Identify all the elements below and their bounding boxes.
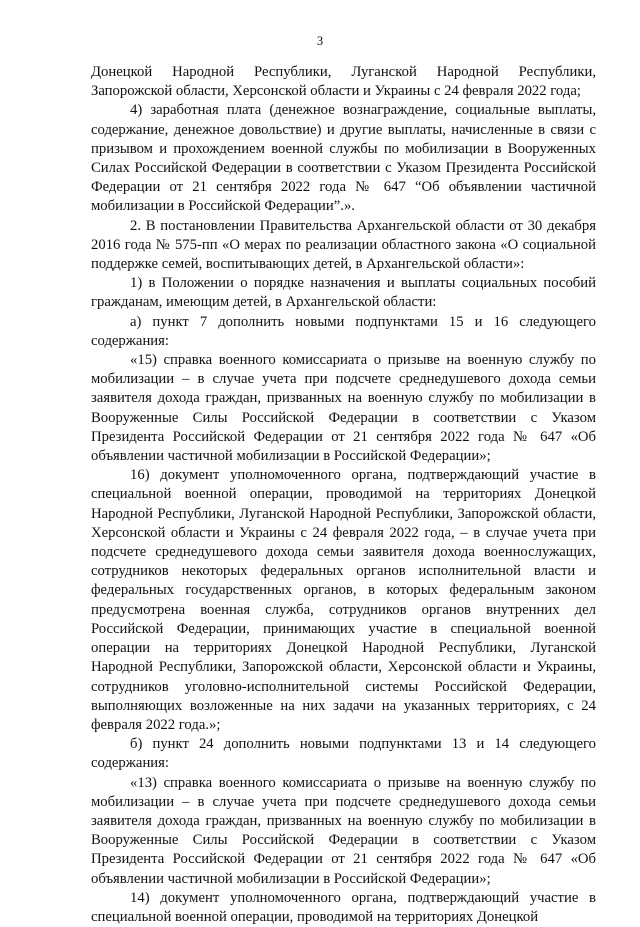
page-number: 3 bbox=[316, 34, 324, 48]
paragraph-continuation: Донецкой Народной Республики, Луганской Народной Республики, Запорожской области, Херсонской области и Украины с 24 февраля 2022 года; bbox=[91, 64, 596, 100]
paragraph-subitem-16: 16) документ уполномоченного органа, подтверждающий участие в специальной военной операции, проводимой на территориях Донецкой Народной Республики, Луганской Народной Республики, Запорожской области, Херсонской области и Украины с 24 февраля 2022 года, – в случае учета при подсчете среднедушевого дохода семьи заявителя дохода военнослужащих, сотрудников некоторых федеральных органов исполнительной власти и федеральных государственных органов, в которых федеральным законом предусмотрена военная служба, сотрудников органов внутренних дел Российской Федерации, принимающих участие в специальной военной операции на территориях Донецкой Народной Республики, Луганской Народной Республики, Запорожской области, Херсонской области и Украины, сотрудников уголовно-исполнительной системы Российской Федерации, выполняющих возложенные на них задачи на указанных территориях, с 24 февраля 2022 года.»; bbox=[91, 467, 596, 733]
paragraph-subitem-13: «13) справка военного комиссариата о призыве на военную службу по мобилизации – в случае учета при подсчете среднедушевого дохода семьи заявителя дохода граждан, призванных на военную службу по мобилизации в Вооруженные Силы Российской Федерации в соответствии с Указом Президента Российской Федерации от 21 сентября 2022 года № 647 «Об объявлении частичной мобилизации в Российской Федерации»; bbox=[91, 774, 596, 887]
document-body bbox=[91, 63, 596, 927]
paragraph-item-4-salary: 4) заработная плата (денежное вознаграждение, социальные выплаты, содержание, денежное довольствие) и другие выплаты, начисленные в связи с призывом и прохождением военной службы по мобилизации в Вооруженных Силах Российской Федерации в соответствии с Указом Президента Российской Федерации от 21 сентября 2022 года № 647 “Об объявлении частичной мобилизации в Российской Федерации”.». bbox=[91, 102, 596, 215]
paragraph-subitem-a: а) пункт 7 дополнить новыми подпунктами 15 и 16 следующего содержания: bbox=[91, 313, 596, 349]
paragraph-subitem-15: «15) справка военного комиссариата о призыве на военную службу по мобилизации – в случае учета при подсчете среднедушевого дохода семьи заявителя дохода граждан, призванных на военную службу по мобилизации в Вооруженные Силы Российской Федерации в соответствии с Указом Президента Российской Федерации от 21 сентября 2022 года № 647 «Об объявлении частичной мобилизации в Российской Федерации»; bbox=[91, 352, 596, 465]
paragraph-subitem-14: 14) документ уполномоченного органа, подтверждающий участие в специальной военной операции, проводимой на территориях Донецкой bbox=[91, 889, 596, 925]
paragraph-subitem-b: б) пункт 24 дополнить новыми подпунктами 13 и 14 следующего содержания: bbox=[91, 736, 596, 772]
paragraph-section-2-resolution: 2. В постановлении Правительства Архангельской области от 30 декабря 2016 года № 575-пп «О мерах по реализации областного закона «О социальной поддержке семей, воспитывающих детей, в Архангельской области»: bbox=[91, 217, 596, 273]
paragraph-item-1-regulation: 1) в Положении о порядке назначения и выплаты социальных пособий гражданам, имеющим детей, в Архангельской области: bbox=[91, 275, 596, 311]
